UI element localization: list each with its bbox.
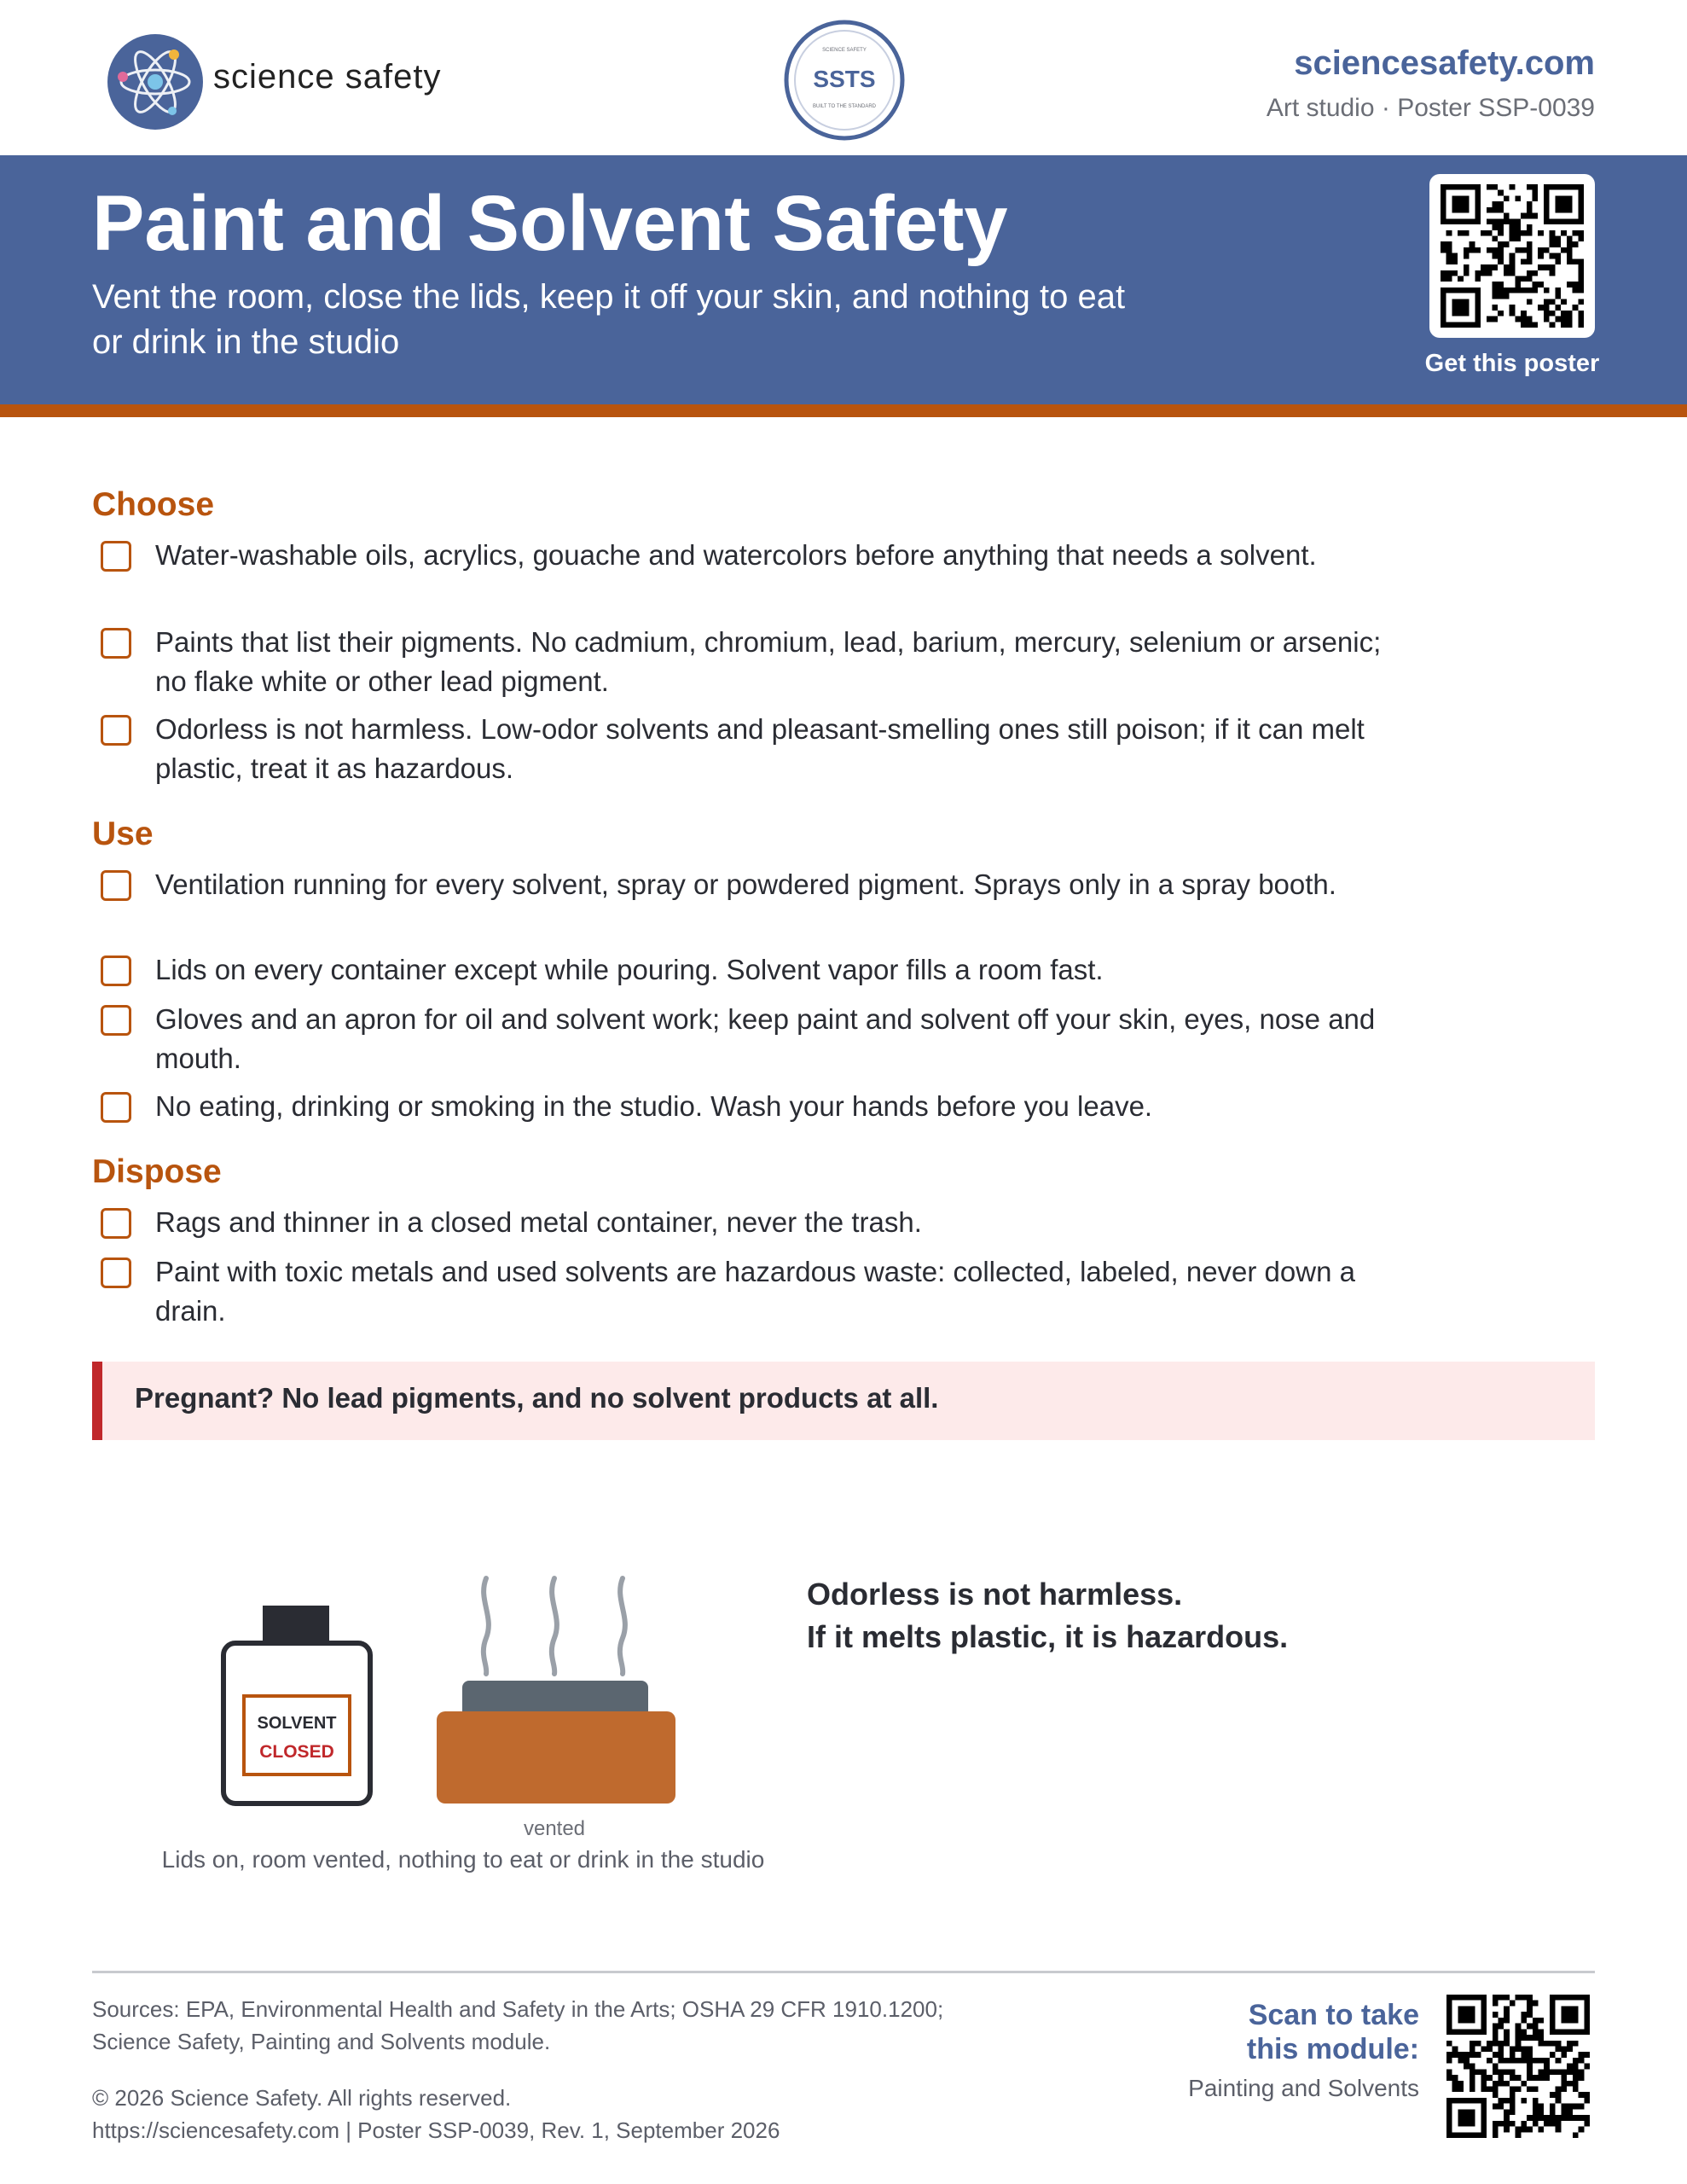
checkbox[interactable] [101,1208,131,1239]
checklist-item-text: Paint with toxic metals and used solvents are hazardous waste: collected, labeled, never down a drain. [155,1256,1355,1327]
pregnancy-warning [92,1362,1595,1440]
bottle-cap-icon [263,1606,329,1645]
checkbox[interactable] [101,628,131,659]
checklist-item-text: No eating, drinking or smoking in the studio. Wash your hands before you leave. [155,1090,1153,1122]
callout-line-2: If it melts plastic, it is hazardous. [807,1619,1289,1654]
page-subtitle: Vent the room, close the lids, keep it off your skin, and nothing to eat or drink in the studio [92,278,1126,361]
section-heading-choose: Choose [92,486,215,523]
checklist-item-text: Water-washable oils, acrylics, gouache and watercolors before anything that needs a solvent. [155,539,1317,571]
checkbox[interactable] [101,541,131,572]
checkbox[interactable] [101,715,131,746]
checklist-item-text: Odorless is not harmless. Low-odor solvents and pleasant-smelling ones still poison; if it can melt plastic, treat it as hazardous. [155,713,1365,784]
page-title: Paint and Solvent Safety [92,180,1008,267]
scan-title [1247,1998,1419,2066]
top-bar [0,0,1687,155]
checklist-item-text: Rags and thinner in a closed metal container, never the trash. [155,1206,922,1238]
callout-line-1: Odorless is not harmless. [807,1577,1183,1612]
poster-meta: Art studio · Poster SSP-0039 [1266,94,1595,122]
seal-code: SSTS [813,66,876,92]
poster-qr-code-icon[interactable] [1429,174,1595,338]
brand-wordmark: science safety [213,58,442,96]
scan-module-name: Painting and Solvents [1188,2075,1419,2101]
copyright: © 2026 Science Safety. All rights reserved. [92,2085,512,2111]
bottle-label-bottom: CLOSED [259,1742,334,1762]
vented-label: vented [523,1817,586,1840]
module-qr-code-icon[interactable] [1446,1995,1590,2138]
ssts-seal [783,19,906,142]
scan-line-1: Scan to take [1248,1999,1419,2031]
footer-divider [92,1971,1595,1973]
checkbox[interactable] [101,1092,131,1123]
checklist-item-text: Gloves and an apron for oil and solvent work; keep paint and solvent off your skin, eyes, nose and mouth. [155,1003,1376,1074]
seal-bottom-text: BUILT TO THE STANDARD [812,104,877,109]
scan-line-2: this module: [1246,2033,1419,2065]
checklist-item-text: Ventilation running for every solvent, spray or powdered pigment. Sprays only in a spray booth. [155,868,1336,900]
solvent-illustration [205,1561,699,1817]
qr-label: Get this poster [1424,350,1600,377]
banner-stripe [0,404,1687,417]
checkbox[interactable] [101,1005,131,1036]
revision-line[interactable]: https://sciencesafety.com | Poster SSP-0039, Rev. 1, September 2026 [92,2117,780,2143]
warning-text: Pregnant? No lead pigments, and no solvent products at all. [135,1382,939,1414]
bottle-label-top: SOLVENT [257,1714,337,1733]
sources: Sources: EPA, Environmental Health and Safety in the Arts; OSHA 29 CFR 1910.1200; Science Safety, Painting and Solvents module. [92,1996,944,2054]
paint-container-icon [437,1711,675,1804]
callout [807,1573,1288,1658]
section-heading-dispose: Dispose [92,1153,222,1190]
atom-logo-icon [107,34,203,130]
section-heading-use: Use [92,816,154,852]
site-link[interactable]: sciencesafety.com [1294,44,1595,82]
checklist-item-text: Paints that list their pigments. No cadmium, chromium, lead, barium, mercury, selenium or arsenic; no flake white or other lead pigment. [155,626,1382,697]
copyright-block [92,2082,780,2146]
illustration-caption: Lids on, room vented, nothing to eat or drink in the studio [161,1846,765,1873]
checklist-item-text: Lids on every container except while pouring. Solvent vapor fills a room fast. [155,954,1104,985]
checkbox[interactable] [101,870,131,901]
checkbox[interactable] [101,1258,131,1288]
checkbox[interactable] [101,956,131,986]
seal-top-text: SCIENCE SAFETY [822,48,867,53]
vapor-icon [484,1578,625,1674]
